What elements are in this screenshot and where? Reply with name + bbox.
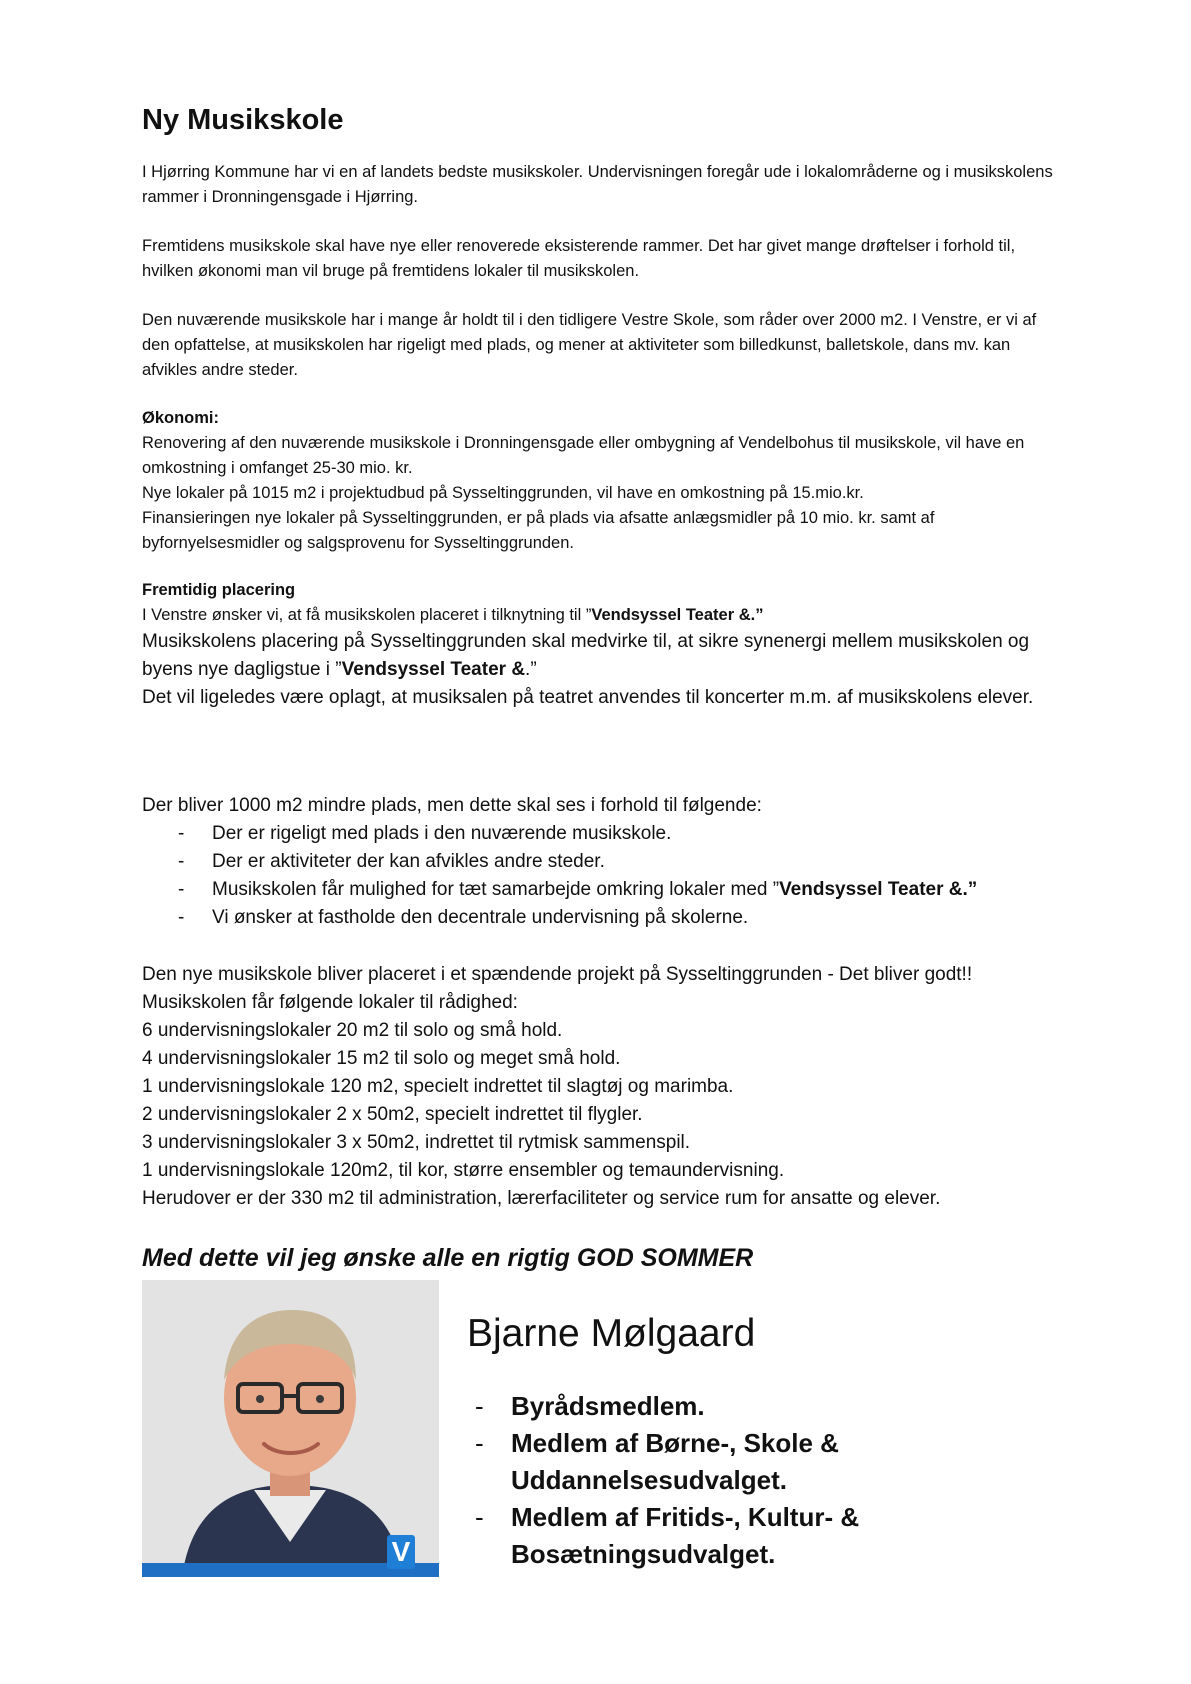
list-item: - Byrådsmedlem. [475,1391,705,1421]
venstre-logo: V [387,1535,415,1569]
okonomi-section [142,406,1062,556]
intro-paragraph-1: I Hjørring Kommune har vi en af landets bedste musikskoler. Undervisningen foregår ude i lokalområderne og i musikskolens rammer i Dronningensgade i Hjørring. [142,163,1053,206]
list-item: - Der er rigeligt med plads i den nuværende musikskole. [178,823,672,844]
placering-heading: Fremtidig placering [142,581,296,599]
list-item: - Medlem af Fritids-, Kultur- & Bosætningsudvalget. [475,1502,860,1569]
lokaler-line: Herudover er der 330 m2 til administration, lærerfaciliteter og service rum for ansatte og elever. [142,1188,941,1209]
mindre-plads-intro: Der bliver 1000 m2 mindre plads, men dette skal ses i forhold til følgende: [142,795,762,816]
profile-name: Bjarne Mølgaard [467,1312,756,1355]
list-item: - Der er aktiviteter der kan afvikles andre steder. [178,851,605,872]
list-item: - Vi ønsker at fastholde den decentrale undervisning på skolerne. [178,907,749,928]
lokaler-line: 4 undervisningslokaler 15 m2 til solo og meget små hold. [142,1048,621,1069]
okonomi-line: Renovering af den nuværende musikskole i Dronningensgade eller ombygning af Vendelbohus til musikskole, vil have en omkostning i omfanget 25-30 mio. kr. [142,434,1025,477]
mindre-plads-section [142,792,1062,932]
closing-greeting: Med dette vil jeg ønske alle en rigtig GOD SOMMER [142,1244,754,1272]
placering-paragraph-2: Musikskolens placering på Sysseltinggrunden skal medvirke til, at sikre synenergi mellem musikskolen og byens nye dagligstue i ”Vendsyssel Teater &.” [142,631,1030,680]
list-item: - Medlem af Børne-, Skole & Uddannelsesudvalget. [475,1428,839,1495]
lokaler-section [142,961,1062,1213]
lokaler-line: 2 undervisningslokaler 2 x 50m2, specielt indrettet til flygler. [142,1104,643,1125]
placering-line-1: I Venstre ønsker vi, at få musikskolen placeret i tilknytning til ”Vendsyssel Teater &.” [142,606,764,624]
lokaler-line: Den nye musikskole bliver placeret i et spændende projekt på Sysseltinggrunden - Det bliver godt!! [142,964,973,985]
lokaler-line: 1 undervisningslokale 120m2, til kor, større ensembler og temaundervisning. [142,1160,785,1181]
intro-paragraph-3: Den nuværende musikskole har i mange år holdt til i den tidligere Vestre Skole, som råder over 2000 m2. I Venstre, er vi af den opfattelse, at musikskolen har rigeligt med plads, og mener at aktiviteter som billedkunst, balletskole, dans mv. kan afvikles andre steder. [142,311,1037,379]
lokaler-line: 3 undervisningslokaler 3 x 50m2, indrettet til rytmisk sammenspil. [142,1132,691,1153]
portrait-photo [142,1280,439,1577]
placering-paragraph-3: Det vil ligeledes være oplagt, at musiksalen på teatret anvendes til koncerter m.m. af musikskolens elever. [142,687,1034,708]
list-item: - Musikskolen får mulighed for tæt samarbejde omkring lokaler med ”Vendsyssel Teater &.” [178,879,978,900]
okonomi-line: Finansieringen nye lokaler på Sysseltinggrunden, er på plads via afsatte anlægsmidler på 10 mio. kr. samt af byfornyelsesmidler og salgsprovenu for Sysseltinggrunden. [142,509,935,552]
intro-paragraph-2: Fremtidens musikskole skal have nye eller renoverede eksisterende rammer. Det har givet mange drøftelser i forhold til, hvilken økonomi man vil bruge på fremtidens lokaler til musikskolen. [142,237,1016,280]
placering-section [142,578,1062,712]
mindre-plads-list [142,820,1062,932]
portrait-illustration [142,1280,439,1577]
page-title: Ny Musikskole [142,104,344,136]
profile-roles-list [467,1388,1027,1573]
lokaler-line: Musikskolen får følgende lokaler til rådighed: [142,992,518,1013]
okonomi-heading: Økonomi: [142,409,219,427]
okonomi-line: Nye lokaler på 1015 m2 i projektudbud på Sysseltinggrunden, vil have en omkostning på 15.mio.kr. [142,484,864,502]
lokaler-line: 1 undervisningslokale 120 m2, specielt indrettet til slagtøj og marimba. [142,1076,734,1097]
lokaler-line: 6 undervisningslokaler 20 m2 til solo og små hold. [142,1020,563,1041]
